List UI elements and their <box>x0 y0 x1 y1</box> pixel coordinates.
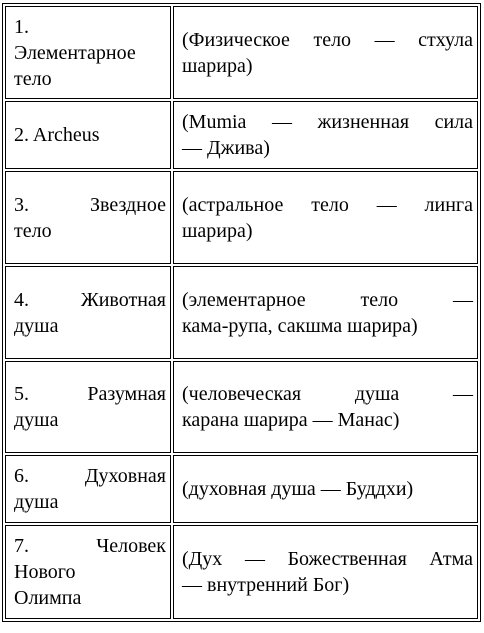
cell-line <box>182 381 473 407</box>
cell-line: душа <box>14 491 59 513</box>
cell-line <box>182 546 473 572</box>
word: 6. <box>14 465 29 487</box>
table-row <box>5 101 478 169</box>
right-cell <box>173 171 478 264</box>
left-cell <box>5 6 171 99</box>
right-cell <box>173 101 478 169</box>
left-cell <box>5 101 171 169</box>
right-cell <box>173 6 478 99</box>
cell-line: Нового <box>14 561 76 583</box>
word: Духовная <box>84 465 166 487</box>
cell-line: карана шарира — Манас) <box>182 409 400 431</box>
word: Разумная <box>87 383 166 405</box>
word: 7. <box>14 535 29 557</box>
word: — <box>374 28 395 51</box>
correspondence-table <box>2 3 481 622</box>
right-cell <box>173 525 478 619</box>
cell-line: 2. Archeus <box>14 124 100 146</box>
word: 3. <box>14 193 29 216</box>
cell-line <box>14 533 166 559</box>
word: (элементарное <box>182 288 306 311</box>
word: тело <box>313 28 352 51</box>
left-cell <box>5 266 171 359</box>
cell-line: кама-рупа, сакшма шарира) <box>182 314 418 337</box>
word: стхула <box>418 28 473 51</box>
cell-line: — Джива) <box>182 137 270 159</box>
cell-line: душа <box>14 409 59 431</box>
left-cell <box>5 525 171 619</box>
cell-line: 1. <box>14 15 29 38</box>
word: (Физическое <box>182 28 290 51</box>
cell-line <box>14 463 166 489</box>
word: — <box>453 288 473 311</box>
word: Божественная <box>287 548 407 570</box>
word: (астральное <box>182 193 284 216</box>
left-cell <box>5 361 171 453</box>
table-row <box>5 171 478 264</box>
left-cell <box>5 455 171 523</box>
cell-line <box>182 27 473 53</box>
cell-line: душа <box>14 314 59 337</box>
word: — <box>271 111 292 133</box>
word: (Mumia <box>182 111 247 133</box>
word: линга <box>424 193 473 216</box>
word: душа <box>354 383 400 405</box>
table-row <box>5 525 478 619</box>
word: сила <box>434 111 473 133</box>
right-cell <box>173 455 478 523</box>
cell-line <box>14 192 166 218</box>
cell-line <box>182 109 473 135</box>
word: 5. <box>14 383 29 405</box>
table-row <box>5 361 478 453</box>
cell-line <box>14 287 166 313</box>
cell-line <box>182 192 473 218</box>
cell-line: шарира) <box>182 54 253 77</box>
word: (человеческая <box>182 383 302 405</box>
cell-line: — внутренний Бог) <box>182 574 350 596</box>
word: — <box>376 193 397 216</box>
right-cell <box>173 361 478 453</box>
word: 4. <box>14 288 29 311</box>
cell-line <box>14 381 166 407</box>
right-cell <box>173 266 478 359</box>
cell-line: тело <box>14 67 52 90</box>
word: (Дух <box>182 548 223 570</box>
word: тело <box>311 193 349 216</box>
word: Животная <box>80 288 166 311</box>
word: жизненная <box>317 111 410 133</box>
cell-line: Олимпа <box>14 587 82 609</box>
word: — <box>452 383 473 405</box>
cell-line <box>182 287 473 313</box>
cell-line: шарира) <box>182 219 253 242</box>
word: Человек <box>96 535 166 557</box>
left-cell <box>5 171 171 264</box>
word: — <box>244 548 265 570</box>
table-row <box>5 266 478 359</box>
word: Атма <box>429 548 473 570</box>
cell-line: тело <box>14 219 52 242</box>
cell-line: (духовная душа — Буддхи) <box>182 478 414 500</box>
word: Звездное <box>89 193 166 216</box>
word: тело <box>360 288 399 311</box>
cell-line: Элементарное <box>14 41 136 64</box>
table-row <box>5 6 478 99</box>
table-row <box>5 455 478 523</box>
